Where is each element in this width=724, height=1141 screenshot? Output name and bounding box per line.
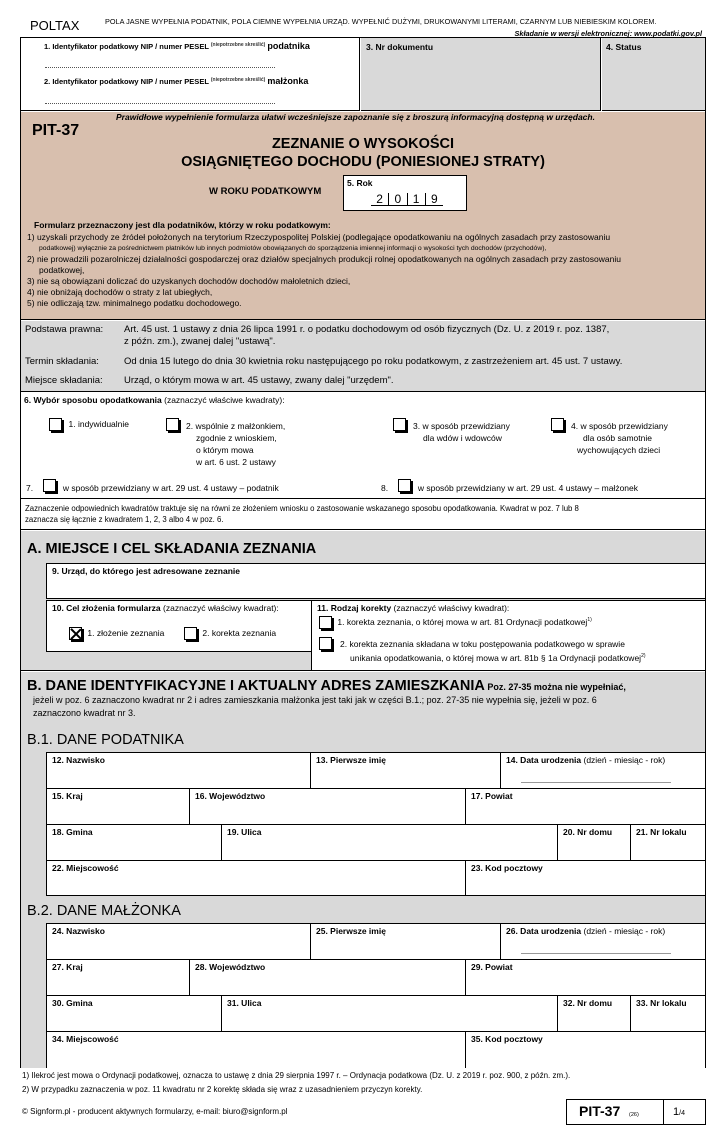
year-digits[interactable]: 2 0 1 9 <box>371 193 443 206</box>
brand: POLTAX <box>30 18 80 33</box>
basis-text-2: z późn. zm.), zwanej dalej "ustawą". <box>124 336 276 347</box>
title-block <box>21 112 705 320</box>
f28-field[interactable]: 28. Województwo <box>189 959 465 995</box>
condition-1: 1) uzyskali przychody ze źródeł położonych na terytorium Rzeczypospolitej Polskiej (podlegające opodatkowaniu na ogólnych zasadach przy zastosowaniu <box>27 232 611 242</box>
legal-block <box>21 321 705 392</box>
f22-field[interactable]: 22. Miejscowość <box>46 860 465 896</box>
method-opt2-checkbox[interactable] <box>166 418 179 431</box>
f2-input[interactable] <box>45 88 275 104</box>
deadline-label: Termin składania: <box>25 356 99 367</box>
deadline-text: Od dnia 15 lutego do dnia 30 kwietnia roku następującego po roku podatkowym, z zastrzeżeniem art. 45 ust. 7 ustawy. <box>124 356 623 367</box>
f27-field[interactable]: 27. Kraj <box>46 959 189 995</box>
advice-text: Prawidłowe wypełnienie formularza ułatwi wcześniejsze zapoznanie się z broszurą informacyjną dostępną w urzędach. <box>116 112 595 122</box>
section-a <box>21 531 705 671</box>
place-label: Miejsce składania: <box>25 375 103 386</box>
method-opt1-checkbox[interactable] <box>49 418 62 431</box>
f29-field[interactable]: 29. Powiat <box>465 959 705 995</box>
f33-field[interactable]: 33. Nr lokalu <box>630 995 705 1031</box>
f34-field[interactable]: 34. Miejscowość <box>46 1031 465 1068</box>
method-opt4[interactable] <box>551 418 564 431</box>
f11-field: 11. Rodzaj korekty (zaznaczyć właściwy kwadrat): 1. korekta zeznania, o której mowa w art. 81 Ordynacji podatkowej$^{1)}$ 2. korekta zeznania składana w toku postępowania podatkowego w sprawie unikania opodatkowania, o której mowa w art. 81b § 1a Ordynacji podatkowej$^{2)}$ <box>311 600 705 670</box>
footer-divider <box>663 1100 664 1124</box>
form-code: PIT-37 <box>32 122 80 139</box>
f32-field[interactable]: 32. Nr domu <box>557 995 630 1031</box>
f20-field[interactable]: 20. Nr domu <box>557 824 630 860</box>
f25-field[interactable]: 25. Pierwsze imię <box>310 923 500 959</box>
f31-field[interactable]: 31. Ulica <box>221 995 557 1031</box>
f11-opt1-checkbox[interactable] <box>319 616 332 629</box>
footer-code-box <box>566 1099 706 1125</box>
condition-5: 5) nie odliczają tzw. minimalnego podatku dochodowego. <box>27 298 242 308</box>
condition-2-small: podatkowej, <box>39 265 85 275</box>
f35-field[interactable]: 35. Kod pocztowy <box>465 1031 705 1068</box>
basis-text: Art. 45 ust. 1 ustawy z dnia 26 lipca 1991 r. o podatku dochodowym od osób fizycznych (Dz. U. z 2019 r. poz. 1387, <box>124 324 610 335</box>
method-note: Zaznaczenie odpowiednich kwadratów traktuje się na równi ze złożeniem wniosku o zastosowanie wskazanego sposobu opodatkowania. Kwadrat w poz. 7 lub 8 zaznacza się łącznie z kwadratem 1, 2, 3 albo 4 w poz. 6. <box>21 500 705 530</box>
f2-label: 2. Identyfikator podatkowy NIP / numer PESEL $^{(niepotrzebne skreślić)}$ małżonka <box>44 76 309 86</box>
method-block <box>21 393 705 499</box>
f21-field[interactable]: 21. Nr lokalu <box>630 824 705 860</box>
method-opt4-label: 4. w sposób przewidziany dla osób samotnie wychowujących dzieci <box>571 421 668 455</box>
f10-field: 10. Cel złożenia formularza (zaznaczyć właściwy kwadrat): 1. złożenie zeznania 2. korekta zeznania <box>46 600 311 652</box>
section-b <box>21 672 705 1068</box>
f13-field[interactable]: 13. Pierwsze imię <box>310 752 500 788</box>
method-opt8-checkbox[interactable] <box>398 479 411 492</box>
f3-field: 3. Nr dokumentu <box>361 38 601 111</box>
f10-opt1-checkbox[interactable] <box>69 627 82 640</box>
basis-label: Podstawa prawna: <box>25 324 104 335</box>
method-opt2-label: 2. wspólnie z małżonkiem, zgodnie z wnioskiem, o którym mowa w art. 6 ust. 2 ustawy <box>186 421 286 467</box>
method-opt7-checkbox[interactable] <box>43 479 56 492</box>
method-opt1[interactable]: 1. indywidualnie <box>49 418 129 431</box>
footer-version: (26) <box>629 1112 639 1118</box>
section-a-title: A. MIEJSCE I CEL SKŁADANIA ZEZNANIA <box>27 541 317 557</box>
condition-1-small: podatkowej) wyłącznie za pośrednictwem płatników lub innych podmiotów obowiązanych do sporządzenia imiennej informacji o wysokości tych dochodów (przychodów), <box>39 245 547 252</box>
f10-opt2-checkbox[interactable] <box>184 627 197 640</box>
b2-title: B.2. DANE MAŁŻONKA <box>27 903 181 919</box>
f11-opt2-label: 2. korekta zeznania składana w toku postępowania podatkowego w sprawie unikania opodatkowania, o której mowa w art. 81b § 1a Ordynacji podatkowej$^{2)}$ <box>340 639 646 663</box>
conditions-list <box>27 232 701 309</box>
footer-code: PIT-37 <box>579 1103 621 1119</box>
place-text: Urząd, o którym mowa w art. 45 ustawy, zwany dalej "urzędem". <box>124 375 394 386</box>
footnote-1: 1) Ilekroć jest mowa o Ordynacji podatkowej, oznacza to ustawę z dnia 29 sierpnia 1997 r. – Ordynacja podatkowa (Dz. U. z 2019 r. poz. 900, z późn. zm.). <box>22 1071 571 1080</box>
footer-page: 1/4 <box>673 1106 685 1118</box>
method-opt8[interactable]: 8. w sposób przewidziany w art. 29 ust. 4 ustawy – małżonek <box>381 483 638 493</box>
year-label: W ROKU PODATKOWYM <box>209 186 322 197</box>
f16-field[interactable]: 16. Województwo <box>189 788 465 824</box>
f14-date-line <box>521 777 671 783</box>
f15-field[interactable]: 15. Kraj <box>46 788 189 824</box>
header-instruction: POLA JASNE WYPEŁNIA PODATNIK, POLA CIEMNE WYPEŁNIA URZĄD. WYPEŁNIĆ DUŻYMI, DRUKOWANYMI LITERAMI, CZARNYM LUB NIEBIESKIM KOLOREM. <box>105 17 657 26</box>
f11-opt1[interactable]: 1. korekta zeznania, o której mowa w art. 81 Ordynacji podatkowej$^{1)}$ <box>319 616 592 629</box>
form-title-2: OSIĄGNIĘTEGO DOCHODU (PONIESIONEJ STRATY) <box>181 154 545 170</box>
f17-field[interactable]: 17. Powiat <box>465 788 705 824</box>
f10-opt2[interactable]: 2. korekta zeznania <box>184 627 276 640</box>
year-field: 5. Rok 2 0 1 9 <box>343 175 467 211</box>
f24-field[interactable]: 24. Nazwisko <box>46 923 310 959</box>
f12-field[interactable]: 12. Nazwisko <box>46 752 310 788</box>
f18-field[interactable]: 18. Gmina <box>46 824 221 860</box>
method-opt4-checkbox[interactable] <box>551 418 564 431</box>
f10-opt1[interactable]: 1. złożenie zeznania <box>69 627 164 640</box>
f26-date-line <box>521 948 671 954</box>
method-opt3-label: 3. w sposób przewidziany dla wdów i wdowców <box>413 421 510 443</box>
f9-field[interactable]: 9. Urząd, do którego jest adresowane zeznanie <box>46 563 705 599</box>
f14-field[interactable]: 14. Data urodzenia (dzień - miesiąc - rok) <box>500 752 705 788</box>
b1-title: B.1. DANE PODATNIKA <box>27 732 184 748</box>
condition-3: 3) nie są obowiązani doliczać do uzyskanych dochodów dochodów małoletnich dzieci, <box>27 276 351 286</box>
method-opt3[interactable] <box>393 418 406 431</box>
f11-opt2[interactable] <box>319 637 332 650</box>
method-opt3-checkbox[interactable] <box>393 418 406 431</box>
method-opt2[interactable] <box>166 418 179 431</box>
producer: © Signform.pl - producent aktywnych formularzy, e-mail: biuro@signform.pl <box>22 1107 288 1116</box>
f11-opt2-checkbox[interactable] <box>319 637 332 650</box>
f4-field: 4. Status <box>602 38 705 111</box>
method-opt7[interactable]: 7. w sposób przewidziany w art. 29 ust. 4 ustawy – podatnik <box>26 483 279 493</box>
f19-field[interactable]: 19. Ulica <box>221 824 557 860</box>
section-b-header: B. DANE IDENTYFIKACYJNE I AKTUALNY ADRES ZAMIESZKANIA Poz. 27-35 można nie wypełniać, jeżeli w poz. 6 zaznaczono kwadrat nr 2 i adres zamieszkania małżonka jest taki jak w części B.1.; poz. 27-35 nie wypełnia się, jeżeli w poz. 6 zaznaczono kwadrat nr 3. <box>27 678 626 718</box>
footnote-2: 2) W przypadku zaznaczenia w poz. 11 kwadratu nr 2 korektę składa się wraz z uzasadnieniem przyczyn korekty. <box>22 1085 423 1094</box>
condition-4: 4) nie obniżają dochodów o straty z lat ubiegłych, <box>27 287 213 297</box>
electronic-info: Składanie w wersji elektronicznej: www.podatki.gov.pl <box>514 29 702 38</box>
id-box <box>20 37 360 111</box>
f1-input[interactable] <box>45 52 275 68</box>
f1-label: 1. Identyfikator podatkowy NIP / numer PESEL $^{(niepotrzebne skreślić)}$ podatnika <box>44 41 310 51</box>
f26-field[interactable]: 26. Data urodzenia (dzień - miesiąc - rok) <box>500 923 705 959</box>
form-title-1: ZEZNANIE O WYSOKOŚCI <box>271 136 455 152</box>
intended-for: Formularz przeznaczony jest dla podatników, którzy w roku podatkowym: <box>34 220 331 230</box>
condition-2: 2) nie prowadzili pozarolniczej działalności gospodarczej oraz działów specjalnych produkcji rolnej opodatkowanych na ogólnych zasadach przy zastosowaniu <box>27 254 621 264</box>
f30-field[interactable]: 30. Gmina <box>46 995 221 1031</box>
f23-field[interactable]: 23. Kod pocztowy <box>465 860 705 896</box>
method-label: 6. Wybór sposobu opodatkowania (zaznaczyć właściwe kwadraty): <box>24 395 285 405</box>
